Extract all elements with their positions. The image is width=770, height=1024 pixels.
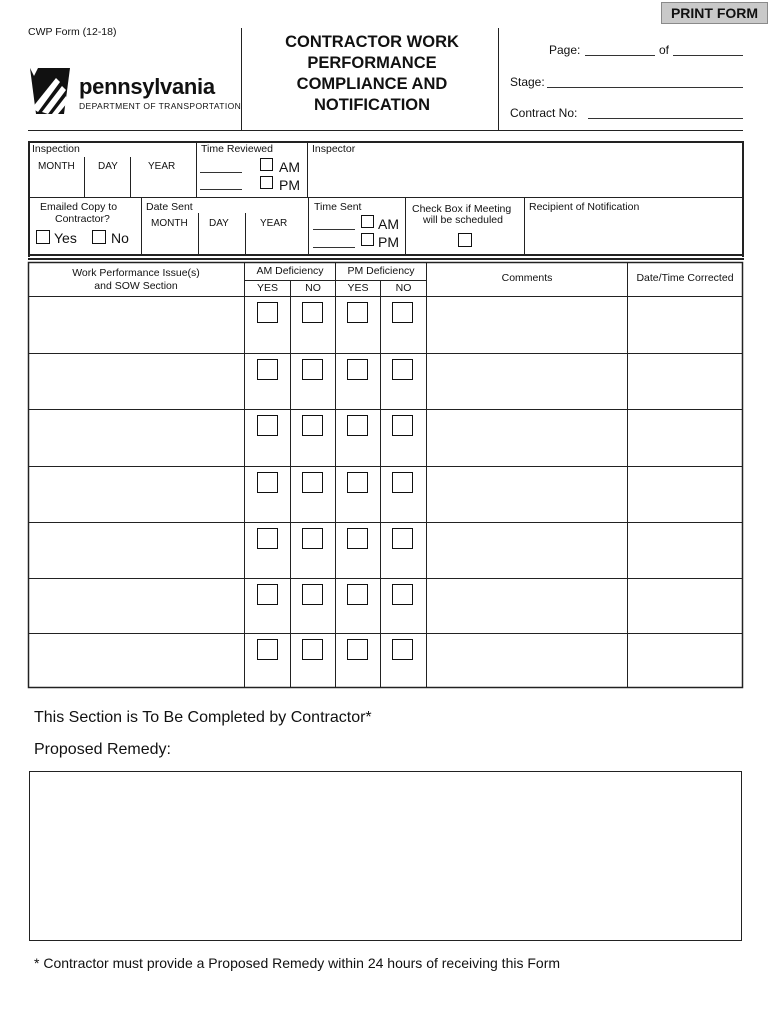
pm-no-checkbox[interactable] [392, 639, 413, 660]
remedy-footnote: * Contractor must provide a Proposed Remedy within 24 hours of receiving this Form [34, 955, 561, 971]
pm-yes-checkbox[interactable] [347, 472, 368, 493]
time-reviewed-am-label: AM [279, 159, 300, 175]
inspection-day-label: DAY [98, 161, 118, 172]
issue-field[interactable] [30, 355, 243, 408]
pm-yes-checkbox[interactable] [347, 639, 368, 660]
print-form-button[interactable]: PRINT FORM [661, 2, 768, 24]
date-corrected-field[interactable] [629, 468, 741, 521]
inspection-month-label: MONTH [38, 161, 75, 172]
pm-no-checkbox[interactable] [392, 359, 413, 380]
am-no-checkbox[interactable] [302, 584, 323, 605]
inspector-label: Inspector [312, 143, 356, 155]
time-sent-am-label: AM [378, 216, 399, 232]
comments-header: Comments [501, 272, 553, 284]
emailed-no-label: No [111, 230, 129, 246]
comments-field[interactable] [428, 524, 626, 577]
comments-field[interactable] [428, 635, 626, 686]
comments-field[interactable] [428, 468, 626, 521]
date-sent-label: Date Sent [146, 201, 193, 213]
page-label: Page: [549, 43, 581, 57]
pm-no-checkbox[interactable] [392, 528, 413, 549]
contractor-section-heading: This Section is To Be Completed by Contractor* [34, 709, 372, 726]
am-yes-checkbox[interactable] [257, 528, 278, 549]
comments-field[interactable] [428, 411, 626, 465]
am-yes-checkbox[interactable] [257, 359, 278, 380]
am-yes-checkbox[interactable] [257, 415, 278, 436]
date-corrected-field[interactable] [629, 524, 741, 577]
date-corrected-header: Date/Time Corrected [636, 272, 734, 284]
am-no-checkbox[interactable] [302, 528, 323, 549]
am-no-checkbox[interactable] [302, 359, 323, 380]
proposed-remedy-field[interactable] [29, 771, 742, 941]
comments-field[interactable] [428, 580, 626, 632]
am-no-checkbox[interactable] [302, 302, 323, 323]
pm-no-checkbox[interactable] [392, 584, 413, 605]
issue-field[interactable] [30, 468, 243, 521]
date-sent-month-label: MONTH [151, 218, 188, 229]
pm-no-header: NO [395, 282, 412, 294]
time-sent-label: Time Sent [314, 201, 362, 213]
stage-label: Stage: [510, 75, 545, 89]
form-title: CONTRACTOR WORK PERFORMANCE COMPLIANCE AND NOTIFICATION [285, 33, 459, 114]
am-yes-checkbox[interactable] [257, 639, 278, 660]
logo-name: pennsylvania [79, 74, 215, 99]
emailed-label-1: Emailed Copy to [40, 201, 118, 213]
pm-yes-checkbox[interactable] [347, 528, 368, 549]
date-corrected-field[interactable] [629, 580, 741, 632]
date-corrected-field[interactable] [629, 411, 741, 465]
issue-field[interactable] [30, 580, 243, 632]
date-sent-year-label: YEAR [260, 218, 288, 229]
pm-no-checkbox[interactable] [392, 415, 413, 436]
am-yes-header: YES [256, 282, 278, 294]
time-reviewed-label: Time Reviewed [201, 143, 273, 155]
pm-deficiency-header: PM Deficiency [347, 265, 415, 277]
form-id: CWP Form (12-18) [28, 26, 117, 38]
time-reviewed-pm-label: PM [279, 177, 300, 193]
meeting-label-2: will be scheduled [423, 214, 503, 226]
proposed-remedy-label: Proposed Remedy: [34, 741, 171, 758]
emailed-yes-label: Yes [54, 230, 77, 246]
am-no-checkbox[interactable] [302, 639, 323, 660]
comments-field[interactable] [428, 298, 626, 352]
am-yes-checkbox[interactable] [257, 584, 278, 605]
pm-no-checkbox[interactable] [392, 472, 413, 493]
am-no-checkbox[interactable] [302, 415, 323, 436]
date-corrected-field[interactable] [629, 355, 741, 408]
am-no-checkbox[interactable] [302, 472, 323, 493]
am-yes-checkbox[interactable] [257, 472, 278, 493]
pm-yes-checkbox[interactable] [347, 302, 368, 323]
am-yes-checkbox[interactable] [257, 302, 278, 323]
date-corrected-field[interactable] [629, 635, 741, 686]
pm-yes-checkbox[interactable] [347, 584, 368, 605]
pm-no-checkbox[interactable] [392, 302, 413, 323]
issue-field[interactable] [30, 524, 243, 577]
pm-yes-checkbox[interactable] [347, 415, 368, 436]
logo-subtitle: DEPARTMENT OF TRANSPORTATION [79, 101, 242, 111]
issue-header: Work Performance Issue(s) and SOW Section [72, 267, 200, 292]
issue-field[interactable] [30, 411, 243, 465]
date-corrected-field[interactable] [629, 298, 741, 352]
pm-yes-checkbox[interactable] [347, 359, 368, 380]
inspection-label: Inspection [32, 143, 80, 155]
emailed-label-2: Contractor? [55, 213, 110, 225]
contract-label: Contract No: [510, 106, 578, 120]
of-label: of [659, 43, 670, 57]
issue-field[interactable] [30, 635, 243, 686]
issue-field[interactable] [30, 298, 243, 352]
meeting-label-1: Check Box if Meeting [412, 203, 512, 215]
comments-field[interactable] [428, 355, 626, 408]
inspection-year-label: YEAR [148, 161, 176, 172]
date-sent-day-label: DAY [209, 218, 229, 229]
recipient-label: Recipient of Notification [529, 201, 640, 213]
am-deficiency-header: AM Deficiency [256, 265, 324, 277]
am-no-header: NO [305, 282, 321, 294]
pm-yes-header: YES [347, 282, 369, 294]
time-sent-pm-label: PM [378, 234, 399, 250]
